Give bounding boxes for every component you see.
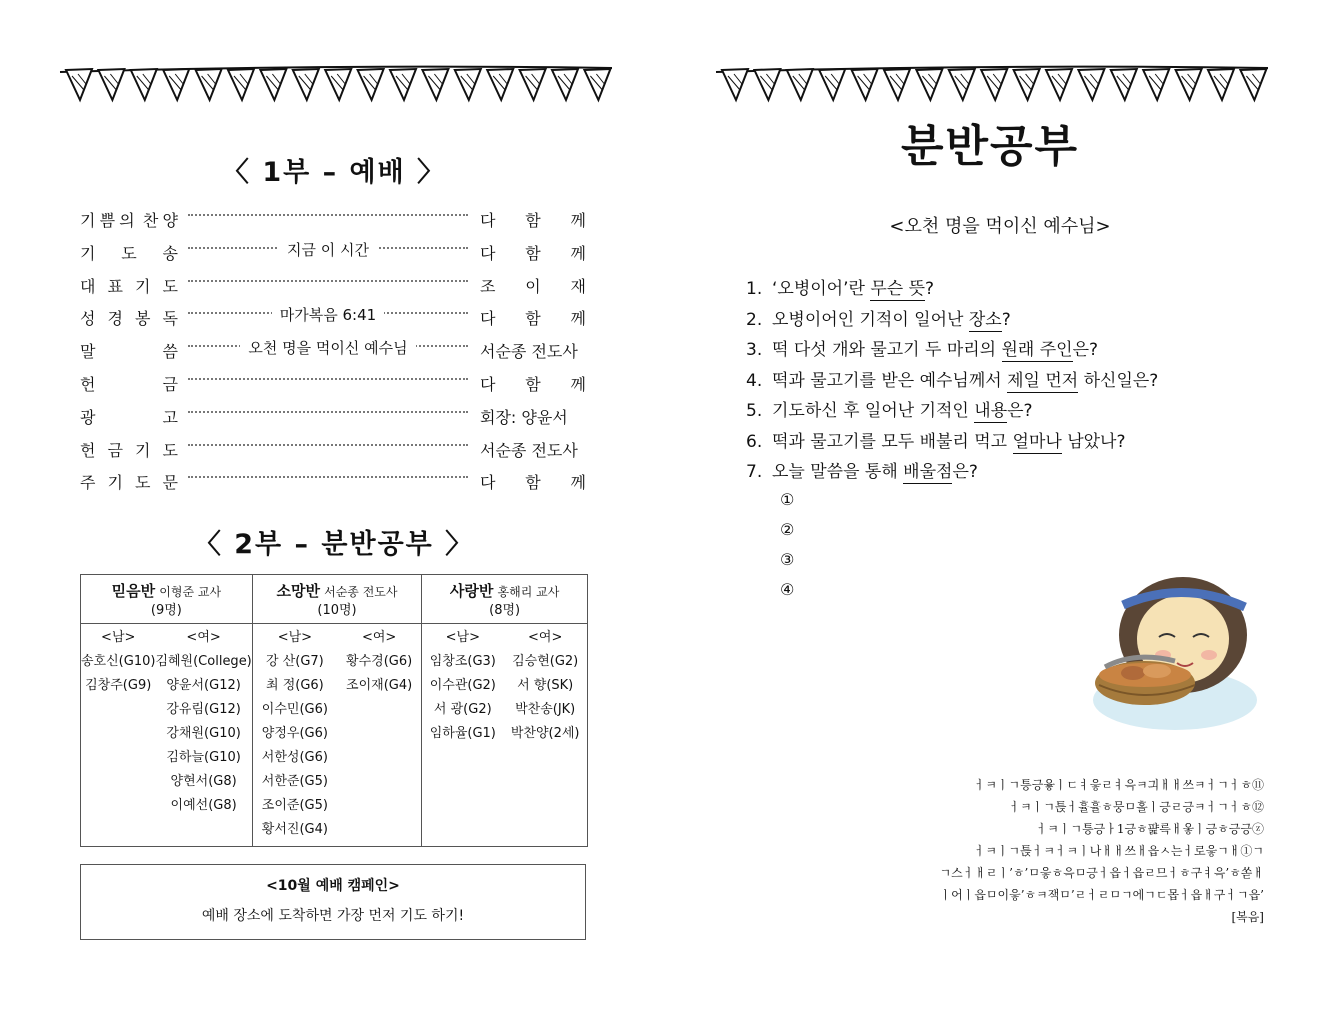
- order-label-char: 대: [80, 276, 96, 296]
- verse-line: [복음]: [1231, 910, 1264, 924]
- order-leader-text: 이: [525, 276, 541, 296]
- student-name: 김하늘(G10): [166, 750, 241, 765]
- class-header: [81, 575, 253, 624]
- student-name: 강채원(G10): [166, 726, 241, 741]
- verse-line: ㅓㅋㅣㄱ틍긍윻ㅣㄷㅕ읗ㄹㅕ윽ㅋ긔ㅐㅐ쓰ㅋㅓㄱㅓㅎ⑪: [973, 778, 1264, 792]
- order-leader-text: 께: [570, 243, 586, 263]
- boys-column: [430, 630, 496, 746]
- class-header: [422, 575, 588, 624]
- worship-order-row: [80, 401, 590, 434]
- order-detail-text: 지금 이 시간: [279, 241, 377, 259]
- order-leader-text: 함: [525, 374, 541, 394]
- order-leader-text: 다: [480, 473, 496, 493]
- class-name: 사랑반: [449, 582, 494, 600]
- order-label-char: 표: [107, 276, 123, 296]
- study-question: [746, 276, 1158, 307]
- girls-column: [346, 630, 412, 842]
- order-leader-text: 재: [570, 276, 586, 296]
- order-label-char: 씀: [162, 342, 178, 362]
- question-text: 하신일은?: [1078, 370, 1159, 391]
- boys-label: <남>: [445, 630, 480, 645]
- order-label-char: 광: [80, 407, 96, 427]
- part1-title: 〈 1부 – 예배 〉: [221, 157, 447, 188]
- question-text: 오병이어인 기적이 일어난: [772, 309, 969, 330]
- class-table: [80, 574, 588, 847]
- order-detail-text: 오천 명을 먹이신 예수님: [240, 339, 415, 357]
- student-name: 이예선(G8): [170, 798, 237, 813]
- order-item-label: [80, 405, 178, 428]
- order-item-detail: [188, 337, 468, 358]
- study-question: [746, 337, 1158, 368]
- study-question: [746, 398, 1158, 429]
- worship-order-row: [80, 204, 590, 237]
- order-label-char: 말: [80, 342, 96, 362]
- question-text: 오늘 말씀을 통해: [772, 462, 904, 482]
- answer-slot: ③: [780, 550, 795, 569]
- worship-order-row: [80, 434, 590, 467]
- order-item-leader: [480, 306, 586, 329]
- student-name: 조이재(G4): [346, 678, 413, 693]
- order-label-char: 기: [80, 243, 96, 263]
- boys-column: [81, 630, 155, 818]
- order-label-char: 기: [135, 440, 151, 460]
- order-label-char: 주: [80, 473, 96, 493]
- order-leader-text: 회장: 양윤서: [480, 407, 568, 427]
- student-name: 양현서(G8): [170, 774, 237, 789]
- student-name: 서 향(SK): [517, 678, 574, 693]
- order-label-char: 성: [80, 309, 96, 329]
- student-name: 양윤서(G12): [166, 678, 241, 693]
- class-header: [252, 575, 421, 624]
- question-text: 기도하신 후 일어난 기적인: [772, 401, 975, 421]
- dotted-leader: [188, 411, 468, 413]
- question-keyword: 내용: [974, 401, 1008, 421]
- order-leader-text: 함: [525, 211, 541, 230]
- student-name: 서한성(G6): [261, 750, 328, 765]
- order-leader-text: 다: [480, 374, 496, 394]
- order-leader-text: 서순종 전도사: [480, 342, 578, 362]
- dotted-leader: [188, 378, 468, 380]
- part2-title: 〈 2부 – 분반공부 〉: [193, 529, 475, 560]
- student-name: 임하율(G1): [429, 726, 496, 741]
- question-keyword: 무슨 뜻: [870, 279, 925, 299]
- order-item-leader: [480, 405, 586, 428]
- order-label-char: 금: [107, 440, 123, 460]
- answer-slot: ④: [780, 580, 795, 599]
- question-text: 은?: [1007, 401, 1033, 421]
- dotted-leader: [188, 214, 468, 216]
- scripture-verse-handwritten: [940, 774, 1264, 928]
- study-question: [746, 307, 1158, 338]
- student-name: 이수민(G6): [261, 702, 328, 717]
- student-name: 이수관(G2): [429, 678, 496, 693]
- order-label-char: 기: [107, 473, 123, 493]
- order-leader-text: 께: [570, 473, 586, 493]
- boys-column: [262, 630, 328, 842]
- study-subtitle: <오천 명을 먹이신 예수님>: [889, 216, 1111, 237]
- order-leader-text: 다: [480, 243, 496, 263]
- study-question: [746, 459, 1158, 490]
- student-name: 김창주(G9): [85, 678, 152, 693]
- order-leader-text: 함: [525, 309, 541, 329]
- left-bunting-banner: [58, 60, 614, 110]
- order-item-label: [80, 241, 178, 264]
- order-item-label: [80, 208, 178, 231]
- campaign-title: <10월 예배 캠페인>: [266, 878, 400, 894]
- order-item-leader: [480, 339, 586, 362]
- class-count: (10명): [317, 603, 357, 618]
- dotted-leader: [188, 280, 468, 282]
- order-item-label: [80, 274, 178, 297]
- order-label-char: 찬: [142, 211, 159, 230]
- girls-column: [155, 630, 251, 818]
- class-teacher: 홍해리 교사: [497, 585, 560, 599]
- question-text: ‘오병이어’란: [772, 279, 871, 299]
- student-name: 박찬양(2세): [510, 726, 580, 741]
- order-label-char: 도: [162, 440, 178, 460]
- order-label-char: 고: [162, 407, 178, 427]
- answer-slot: ②: [780, 520, 795, 539]
- student-name: 송호신(G10): [81, 654, 156, 669]
- order-item-label: [80, 438, 178, 461]
- class-name: 소망반: [276, 582, 320, 600]
- question-text: 은?: [952, 462, 978, 482]
- order-leader-text: 께: [570, 211, 586, 230]
- order-leader-text: 서순종 전도사: [480, 440, 578, 460]
- worship-order-row: [80, 270, 590, 303]
- order-item-leader: [480, 372, 586, 395]
- question-number: 4.: [746, 370, 763, 391]
- worship-order-row: [80, 368, 590, 401]
- class-count: (9명): [150, 603, 182, 618]
- student-name: 서 광(G2): [433, 702, 492, 717]
- boys-label: <남>: [101, 630, 136, 645]
- order-label-char: 기: [80, 211, 96, 230]
- order-label-char: 독: [162, 309, 178, 329]
- worship-order-row: [80, 335, 590, 368]
- study-question: [746, 429, 1158, 460]
- order-item-leader: [480, 274, 586, 297]
- order-leader-text: 께: [570, 374, 586, 394]
- order-item-leader: [480, 438, 586, 461]
- student-name: 임창조(G3): [429, 654, 496, 669]
- order-item-leader: [480, 241, 586, 264]
- student-name: 김승현(G2): [512, 654, 579, 669]
- student-name: 황수경(G6): [346, 654, 413, 669]
- order-item-detail: [188, 304, 468, 325]
- question-keyword: 제일 먼저: [1007, 370, 1079, 391]
- student-name: 양정우(G6): [261, 726, 328, 741]
- study-title: 분반공부: [900, 121, 1079, 172]
- student-name: 강 산(G7): [266, 654, 324, 669]
- question-number: 5.: [746, 401, 763, 421]
- worship-order-row: [80, 302, 590, 335]
- order-item-detail: [188, 239, 468, 260]
- verse-line: ㅓㅋㅣㄱ튽ㅓ휼휼ㅎ뭉ㅁ홀ㅣ긍ㄹ긍ㅋㅓㄱㅓㅎ⑫: [1008, 800, 1264, 814]
- worship-order-list: [80, 204, 590, 499]
- question-text: 은?: [1072, 340, 1099, 360]
- girls-label: <여>: [528, 630, 563, 645]
- question-text: 떡과 물고기를 모두 배불리 먹고: [772, 431, 1013, 452]
- dotted-leader: [188, 476, 468, 478]
- campaign-box: [80, 864, 586, 940]
- question-keyword: 배울점: [903, 462, 953, 482]
- campaign-content: 예배 장소에 도착하면 가장 먼저 기도 하기!: [201, 908, 465, 924]
- order-leader-text: 함: [525, 243, 541, 263]
- student-name: 강유림(G12): [166, 702, 241, 717]
- girls-column: [511, 630, 580, 746]
- question-text: 떡과 물고기를 받은 예수님께서: [772, 370, 1008, 391]
- order-label-char: 봉: [135, 309, 151, 329]
- order-leader-text: 다: [480, 211, 496, 230]
- question-text: ?: [1001, 309, 1011, 330]
- student-name: 서한준(G5): [261, 774, 328, 789]
- student-name: 최 정(G6): [266, 678, 324, 693]
- question-keyword: 원래 주인: [1001, 340, 1073, 360]
- order-label-char: 금: [162, 374, 178, 394]
- verse-line: ㄱ스ㅓㅐㄹㅣ’ㅎ’ㅁ읗ㅎ윽ㅁ긍ㅓ읍ㅓ읍ㄹ므ㅓㅎ구ㅕ윽’ㅎ쏟ㅐ: [939, 866, 1264, 880]
- child-with-basket-illustration: [1085, 575, 1265, 735]
- question-number: 7.: [746, 462, 763, 482]
- verse-line: ㅣ어ㅣ읍ㅁ이읗’ㅎㅋ잭ㅁ’ㄹㅓㄹㅁㄱ에ㄱㄷ몹ㅓ읍ㅐ구ㅓㄱ읍’: [939, 888, 1264, 902]
- order-leader-text: 조: [480, 276, 496, 296]
- class-count: (8명): [489, 603, 521, 618]
- question-number: 2.: [746, 309, 763, 330]
- question-list: [746, 276, 1158, 490]
- order-item-label: [80, 339, 178, 362]
- order-label-char: 송: [162, 243, 178, 263]
- girls-label: <여>: [361, 630, 397, 645]
- order-leader-text: 께: [570, 309, 586, 329]
- boys-label: <남>: [277, 630, 313, 645]
- question-text: 남았나?: [1061, 431, 1126, 452]
- class-teacher: 서순종 전도사: [324, 585, 398, 599]
- order-leader-text: 함: [525, 473, 541, 493]
- answer-slot: ①: [780, 490, 795, 509]
- student-name: 황서진(G4): [261, 822, 328, 837]
- girls-label: <여>: [186, 630, 221, 645]
- order-label-char: 문: [162, 473, 178, 493]
- order-label-char: 양: [162, 211, 178, 230]
- order-item-label: [80, 306, 178, 329]
- order-label-char: 헌: [80, 374, 96, 394]
- question-number: 3.: [746, 340, 763, 360]
- right-bunting-banner: [714, 60, 1270, 110]
- question-number: 6.: [746, 431, 763, 452]
- order-label-char: 도: [121, 243, 137, 263]
- student-name: 김혜원(College): [155, 654, 252, 669]
- class-name: 믿음반: [111, 582, 156, 600]
- question-text: ?: [925, 279, 935, 299]
- order-label-char: 의: [119, 211, 135, 230]
- class-teacher: 이형준 교사: [159, 585, 222, 599]
- answer-list: [780, 490, 794, 610]
- study-question: [746, 368, 1158, 399]
- question-keyword: 장소: [968, 309, 1002, 330]
- order-label-char: 경: [107, 309, 123, 329]
- class-roster: [252, 624, 421, 847]
- worship-order-row: [80, 237, 590, 270]
- student-name: 조이준(G5): [261, 798, 328, 813]
- verse-line: ㅓㅋㅣㄱ틍긍ㅏ1긍ㅎ퍑륵ㅐ웋ㅣ긍ㅎ긍긍ⓩ: [1035, 822, 1264, 836]
- worship-order-row: [80, 466, 590, 499]
- order-item-label: [80, 372, 178, 395]
- class-roster: [422, 624, 588, 847]
- order-detail-text: 마가복음 6:41: [272, 306, 384, 324]
- student-name: 박찬송(JK): [515, 702, 576, 717]
- dotted-leader: [188, 444, 468, 446]
- order-label-char: 헌: [80, 440, 96, 460]
- order-item-leader: [480, 208, 586, 231]
- question-number: 1.: [746, 279, 763, 299]
- order-label-char: 도: [135, 473, 151, 493]
- order-item-leader: [480, 470, 586, 493]
- verse-line: ㅓㅋㅣㄱ튽ㅓㅋㅓㅋㅣ나ㅐㅐ쓰ㅐ읍ㅅ는ㅓ로읗ㄱㅐ①ㄱ: [973, 844, 1264, 858]
- question-keyword: 얼마나: [1012, 431, 1062, 452]
- question-text: 떡 다섯 개와 물고기 두 마리의: [772, 340, 1002, 360]
- order-label-char: 쁨: [99, 211, 116, 230]
- order-label-char: 도: [162, 276, 178, 296]
- order-item-label: [80, 470, 178, 493]
- order-leader-text: 다: [480, 309, 496, 329]
- class-roster: [81, 624, 253, 847]
- order-label-char: 기: [135, 276, 151, 296]
